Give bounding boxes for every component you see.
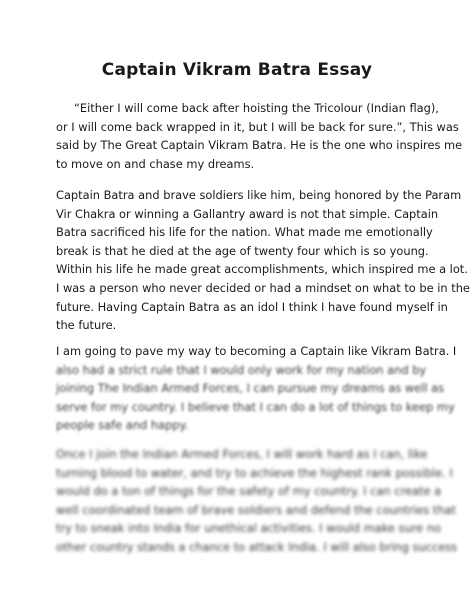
paragraph-line: I was a person who never decided or had a mindset on what to be in the — [56, 280, 470, 295]
paragraph-line: to move on and chase my dreams. — [56, 156, 255, 171]
paragraph-line: Within his life he made great accomplishments, which inspired me a lot. — [56, 262, 468, 277]
paragraph-line: or I will come back wrapped in it, but I will be back for sure.”, This was — [56, 119, 459, 134]
paragraph-line: I am going to pave my way to becoming a Captain like Vikram Batra. I — [56, 344, 457, 358]
paragraph-line: well coordinated team of brave soldiers and defend the countries that — [56, 502, 456, 517]
paragraph-line: said by The Great Captain Vikram Batra. He is the one who inspires me — [56, 138, 463, 153]
paragraph-1 — [56, 99, 463, 173]
paragraph-line: people safe and happy. — [56, 418, 189, 433]
paragraph-line: Captain Batra and brave soldiers like him, being honored by the Param — [56, 188, 462, 202]
paragraph-line: Batra sacrificed his life for the nation. What made me emotionally — [56, 225, 433, 240]
paragraph-line: the future. — [56, 318, 117, 333]
paragraph-line: “Either I will come back after hoisting the Tricolour (Indian flag), — [74, 101, 439, 115]
paragraph-line: would do a ton of things for the safety of my country. I can create a — [56, 484, 442, 499]
paragraph-line: try to sneak into India for unethical activities. I would make sure no — [56, 521, 441, 536]
paragraph-line: also had a strict rule that I would only work for my nation and by — [56, 362, 427, 377]
essay-title: Captain Vikram Batra Essay — [101, 60, 373, 80]
paragraph-3 — [56, 342, 457, 435]
paragraph-line: joining The Indian Armed Forces, I can pursue my dreams as well as — [56, 381, 445, 396]
paragraph-line: Once I join the Indian Armed Forces, I will work hard as I can, like — [56, 447, 428, 461]
paragraph-line: Vir Chakra or winning a Gallantry award is not that simple. Captain — [56, 206, 439, 221]
paragraph-line: serve for my country. I believe that I can do a lot of things to keep my — [56, 399, 455, 414]
paragraph-2 — [56, 186, 470, 335]
paragraph-4 — [56, 445, 458, 557]
paragraph-line: other country stands a chance to attack India. I will also bring success — [56, 539, 458, 554]
paragraph-line: turning blood to water, and try to achieve the highest rank possible. I — [56, 465, 453, 480]
paragraph-line: future. Having Captain Batra as an idol I think I have found myself in — [56, 299, 448, 314]
paragraph-line: break is that he died at the age of twenty four which is so young. — [56, 243, 429, 258]
